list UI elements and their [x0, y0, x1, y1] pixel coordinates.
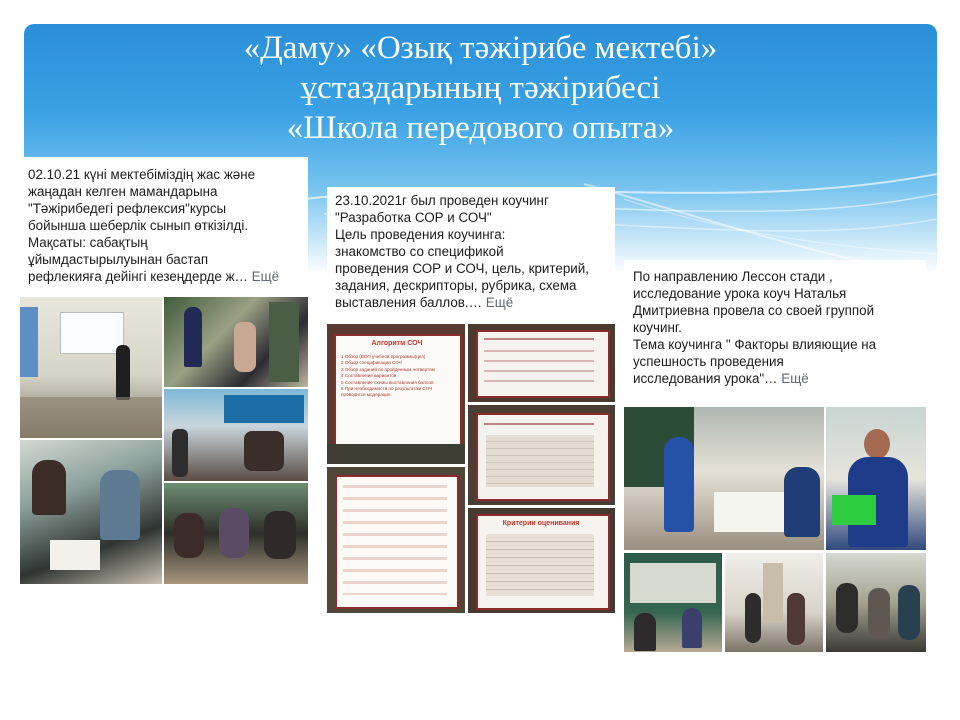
slide-title	[24, 28, 937, 148]
post-1-line: жаңадан келген мамандарына	[28, 184, 218, 199]
hallway-photo	[725, 553, 823, 652]
post-card-2	[327, 187, 615, 613]
slide-item: 5 Составление схемы выставления баллов	[341, 379, 434, 385]
desk-photo	[164, 389, 308, 481]
post-1-caption	[28, 166, 279, 285]
post-2-line: проведения СОР и СОЧ, цель, критерий,	[335, 261, 589, 276]
post-1-line: 02.10.21 күні мектебіміздің жас және	[28, 167, 256, 182]
post-2-caption	[335, 192, 589, 311]
slide-rules-text	[343, 485, 447, 595]
post-3-line: Тема коучинга " Факторы влияющие на	[633, 337, 877, 352]
title-line-2: ұстаздарының тәжірибесі	[300, 70, 661, 106]
post-3-line: исследования урока"…	[633, 371, 778, 386]
slide-item: 2 Обзор спецификации СОЧ	[341, 360, 402, 366]
slide-photo-rules	[327, 467, 465, 613]
post-3-line: успешность проведения	[633, 354, 784, 369]
title-line-3: «Школа передового опыта»	[286, 110, 675, 146]
slide-criteria-title: Критерии оценивания	[502, 520, 580, 527]
post-2-line: знакомство со спецификой	[335, 244, 504, 259]
slide-photo-algorithm	[327, 324, 465, 464]
post-3-caption	[633, 268, 876, 387]
slide-photo-criteria	[468, 508, 615, 613]
post-2-line: задания, дескрипторы, рубрика, схема	[335, 278, 577, 293]
post-2-line: 23.10.2021г был проведен коучинг	[335, 193, 549, 208]
green-card	[832, 495, 876, 525]
post-1-more-link[interactable]: Ещё	[251, 269, 280, 284]
post-1-line: ұйымдастырылуынан бастап	[28, 252, 209, 267]
post-1-line: Мақсаты: сабақтың	[28, 235, 148, 250]
group-work-photo	[826, 553, 926, 652]
slide-algorithm-title: Алгоритм СОЧ	[371, 340, 423, 347]
post-card-1	[20, 157, 308, 584]
post-1-line: рефлекияға дейінгі кезеңдерде ж…	[28, 269, 248, 284]
post-2-line: выставления баллов.…	[335, 295, 483, 310]
slide-item: 1 Обзор (ВОП учебной программы(цел)	[341, 354, 426, 359]
coach-card-photo	[826, 407, 926, 550]
slide-item: 6 При необходимости по результатам СОЧ проводится модерация.	[341, 386, 433, 398]
slide-item: 4 Составление вариантов	[341, 373, 397, 379]
post-3-line: По направлению Лессон стади ,	[633, 269, 833, 284]
post-1-line: "Тәжірибедегі рефлексия"курсы	[28, 201, 227, 216]
slide-item: 3 Обзор заданий по пройденным четвертям	[341, 366, 435, 372]
post-2-line: "Разработка СОР и СОЧ"	[335, 210, 492, 225]
board-photo	[624, 553, 722, 652]
slide-algorithm-items	[341, 354, 451, 399]
post-3-line: коучинг.	[633, 320, 682, 335]
slide-photo-table-2	[468, 405, 615, 505]
post-3-line: Дмитриевна провела со своей группой	[633, 303, 875, 318]
post-card-3	[624, 260, 926, 652]
slide-photo-table-1	[468, 324, 615, 402]
post-2-more-link[interactable]: Ещё	[485, 295, 514, 310]
workshop-photo	[164, 483, 308, 584]
post-1-line: бойынша шеберлік сынып өткізілді.	[28, 218, 249, 233]
post-2-line: Цель проведения коучинга:	[335, 227, 506, 242]
group-photo	[164, 297, 308, 387]
post-3-line: исследование урока коуч Наталья	[633, 286, 847, 301]
coach-photo	[624, 407, 824, 550]
post-3-more-link[interactable]: Ещё	[781, 371, 809, 386]
classroom-photo	[20, 297, 162, 438]
students-photo	[20, 440, 162, 584]
title-line-1: «Даму» «Озық тәжірибе мектебі»	[243, 30, 718, 66]
